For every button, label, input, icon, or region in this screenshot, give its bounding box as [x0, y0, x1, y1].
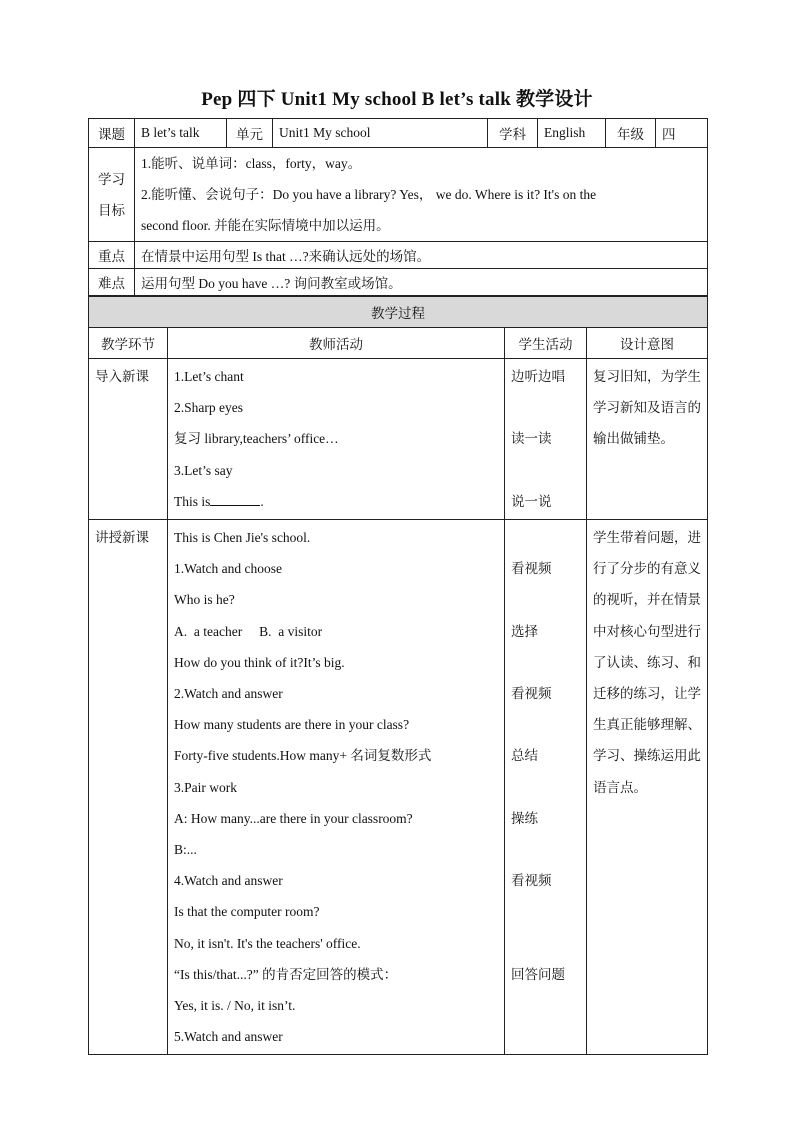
student-line: 看视频 [511, 561, 552, 577]
header-student: 学生活动 [505, 328, 587, 359]
student-line: 回答问题 [511, 966, 565, 982]
teacher-line: No, it isn't. It's the teachers' office. [174, 935, 361, 951]
teacher-line: This is Chen Jie's school. [174, 530, 311, 546]
process-table [88, 296, 708, 1055]
teacher-line: 1.Watch and choose [174, 561, 282, 577]
student-cell [505, 520, 587, 1055]
teacher-line: 2.Sharp eyes [174, 400, 243, 416]
teacher-line: 5.Watch and answer [174, 1029, 283, 1045]
header-intent: 设计意图 [587, 328, 708, 359]
stage-label: 讲授新课 [95, 530, 149, 546]
header-teacher: 教师活动 [168, 328, 505, 359]
grade-value: 四 [656, 119, 708, 148]
student-line: 看视频 [511, 873, 552, 889]
teacher-line: A. a teacher B. a visitor [174, 623, 323, 639]
objectives-label-line: 学习 [98, 171, 125, 187]
topic-label: 课题 [89, 119, 135, 148]
stage-cell [89, 359, 168, 520]
difficult-point-label: 难点 [89, 269, 135, 296]
teacher-line: B:... [174, 842, 197, 858]
student-line: 选择 [511, 623, 538, 639]
teacher-line: 3.Pair work [174, 779, 237, 795]
student-line [511, 647, 580, 678]
info-table [88, 118, 708, 296]
process-section-title: 教学过程 [89, 297, 708, 328]
teacher-line: Yes, it is. / No, it isn’t. [174, 998, 296, 1014]
objective-line: second floor. 并能在实际情境中加以运用。 [141, 218, 390, 233]
student-line [511, 834, 580, 865]
student-cell [505, 359, 587, 520]
difficult-point-text: 运用句型 Do you have …? 询问教室或场馆。 [135, 269, 708, 296]
objectives-label-line: 目标 [98, 202, 125, 218]
key-point-label: 重点 [89, 242, 135, 269]
teacher-line: “Is this/that...?” 的肯否定回答的模式： [174, 966, 398, 982]
student-line [511, 522, 580, 553]
student-line [511, 896, 580, 927]
teacher-cell [168, 359, 505, 520]
topic-value: B let’s talk [135, 119, 227, 148]
header-stage: 教学环节 [89, 328, 168, 359]
teacher-line: A: How many...are there in your classroom? [174, 810, 413, 826]
objectives-text [135, 148, 708, 242]
objectives-label [89, 148, 135, 242]
intent-cell: 复习旧知，为学生学习新知及语言的输出做铺垫。 [587, 359, 708, 520]
teacher-line: 2.Watch and answer [174, 686, 283, 702]
student-line [511, 709, 580, 740]
key-point-text: 在情景中运用句型 Is that …?来确认远处的场馆。 [135, 242, 708, 269]
unit-label: 单元 [227, 119, 273, 148]
student-line [511, 584, 580, 615]
student-line: 说一说 [511, 493, 552, 509]
teacher-line: 1.Let’s chant [174, 369, 244, 384]
student-line: 边听边唱 [511, 369, 565, 384]
stage-cell [89, 520, 168, 1055]
teacher-line-blank [174, 486, 498, 517]
student-line: 读一读 [511, 431, 552, 447]
teacher-cell [168, 520, 505, 1055]
subject-label: 学科 [488, 119, 538, 148]
student-line [511, 928, 580, 959]
student-line [511, 455, 580, 486]
teacher-line: How many students are there in your class? [174, 717, 410, 733]
subject-value: English [538, 119, 606, 148]
student-line [511, 990, 580, 1021]
student-line: 看视频 [511, 686, 552, 702]
student-line [511, 392, 580, 423]
teacher-line: 复习 library,teachers’ office… [174, 431, 339, 447]
teacher-line: Who is he? [174, 592, 235, 608]
unit-value: Unit1 My school [273, 119, 488, 148]
teacher-line: Forty-five students.How many+ 名词复数形式 [174, 748, 432, 764]
student-line: 总结 [511, 748, 538, 764]
student-line [511, 772, 580, 803]
objective-line: 2.能听懂、会说句子：Do you have a library? Yes， we do. Where is it? It's on the [141, 187, 597, 202]
student-line: 操练 [511, 810, 538, 826]
fill-blank [210, 491, 260, 506]
stage-label: 导入新课 [95, 369, 149, 384]
teacher-line: How do you think of it?It’s big. [174, 654, 345, 670]
student-line [511, 1021, 580, 1052]
teacher-line: 4.Watch and answer [174, 873, 283, 889]
teacher-line-text: This is [174, 493, 211, 509]
teacher-line-tail: . [260, 493, 264, 509]
objective-line: 1.能听、说单词：class，forty，way。 [141, 156, 362, 171]
teacher-line: Is that the computer room? [174, 904, 320, 920]
intent-cell: 学生带着问题，进行了分步的有意义的视听，并在情景中对核心句型进行了认读、练习、和迁移的练习，让学生真正能够理解、学习、操练运用此语言点。 [587, 520, 708, 1055]
grade-label: 年级 [606, 119, 656, 148]
teacher-line: 3.Let’s say [174, 462, 233, 478]
page-title: Pep 四下 Unit1 My school B let’s talk 教学设计 [201, 89, 593, 110]
